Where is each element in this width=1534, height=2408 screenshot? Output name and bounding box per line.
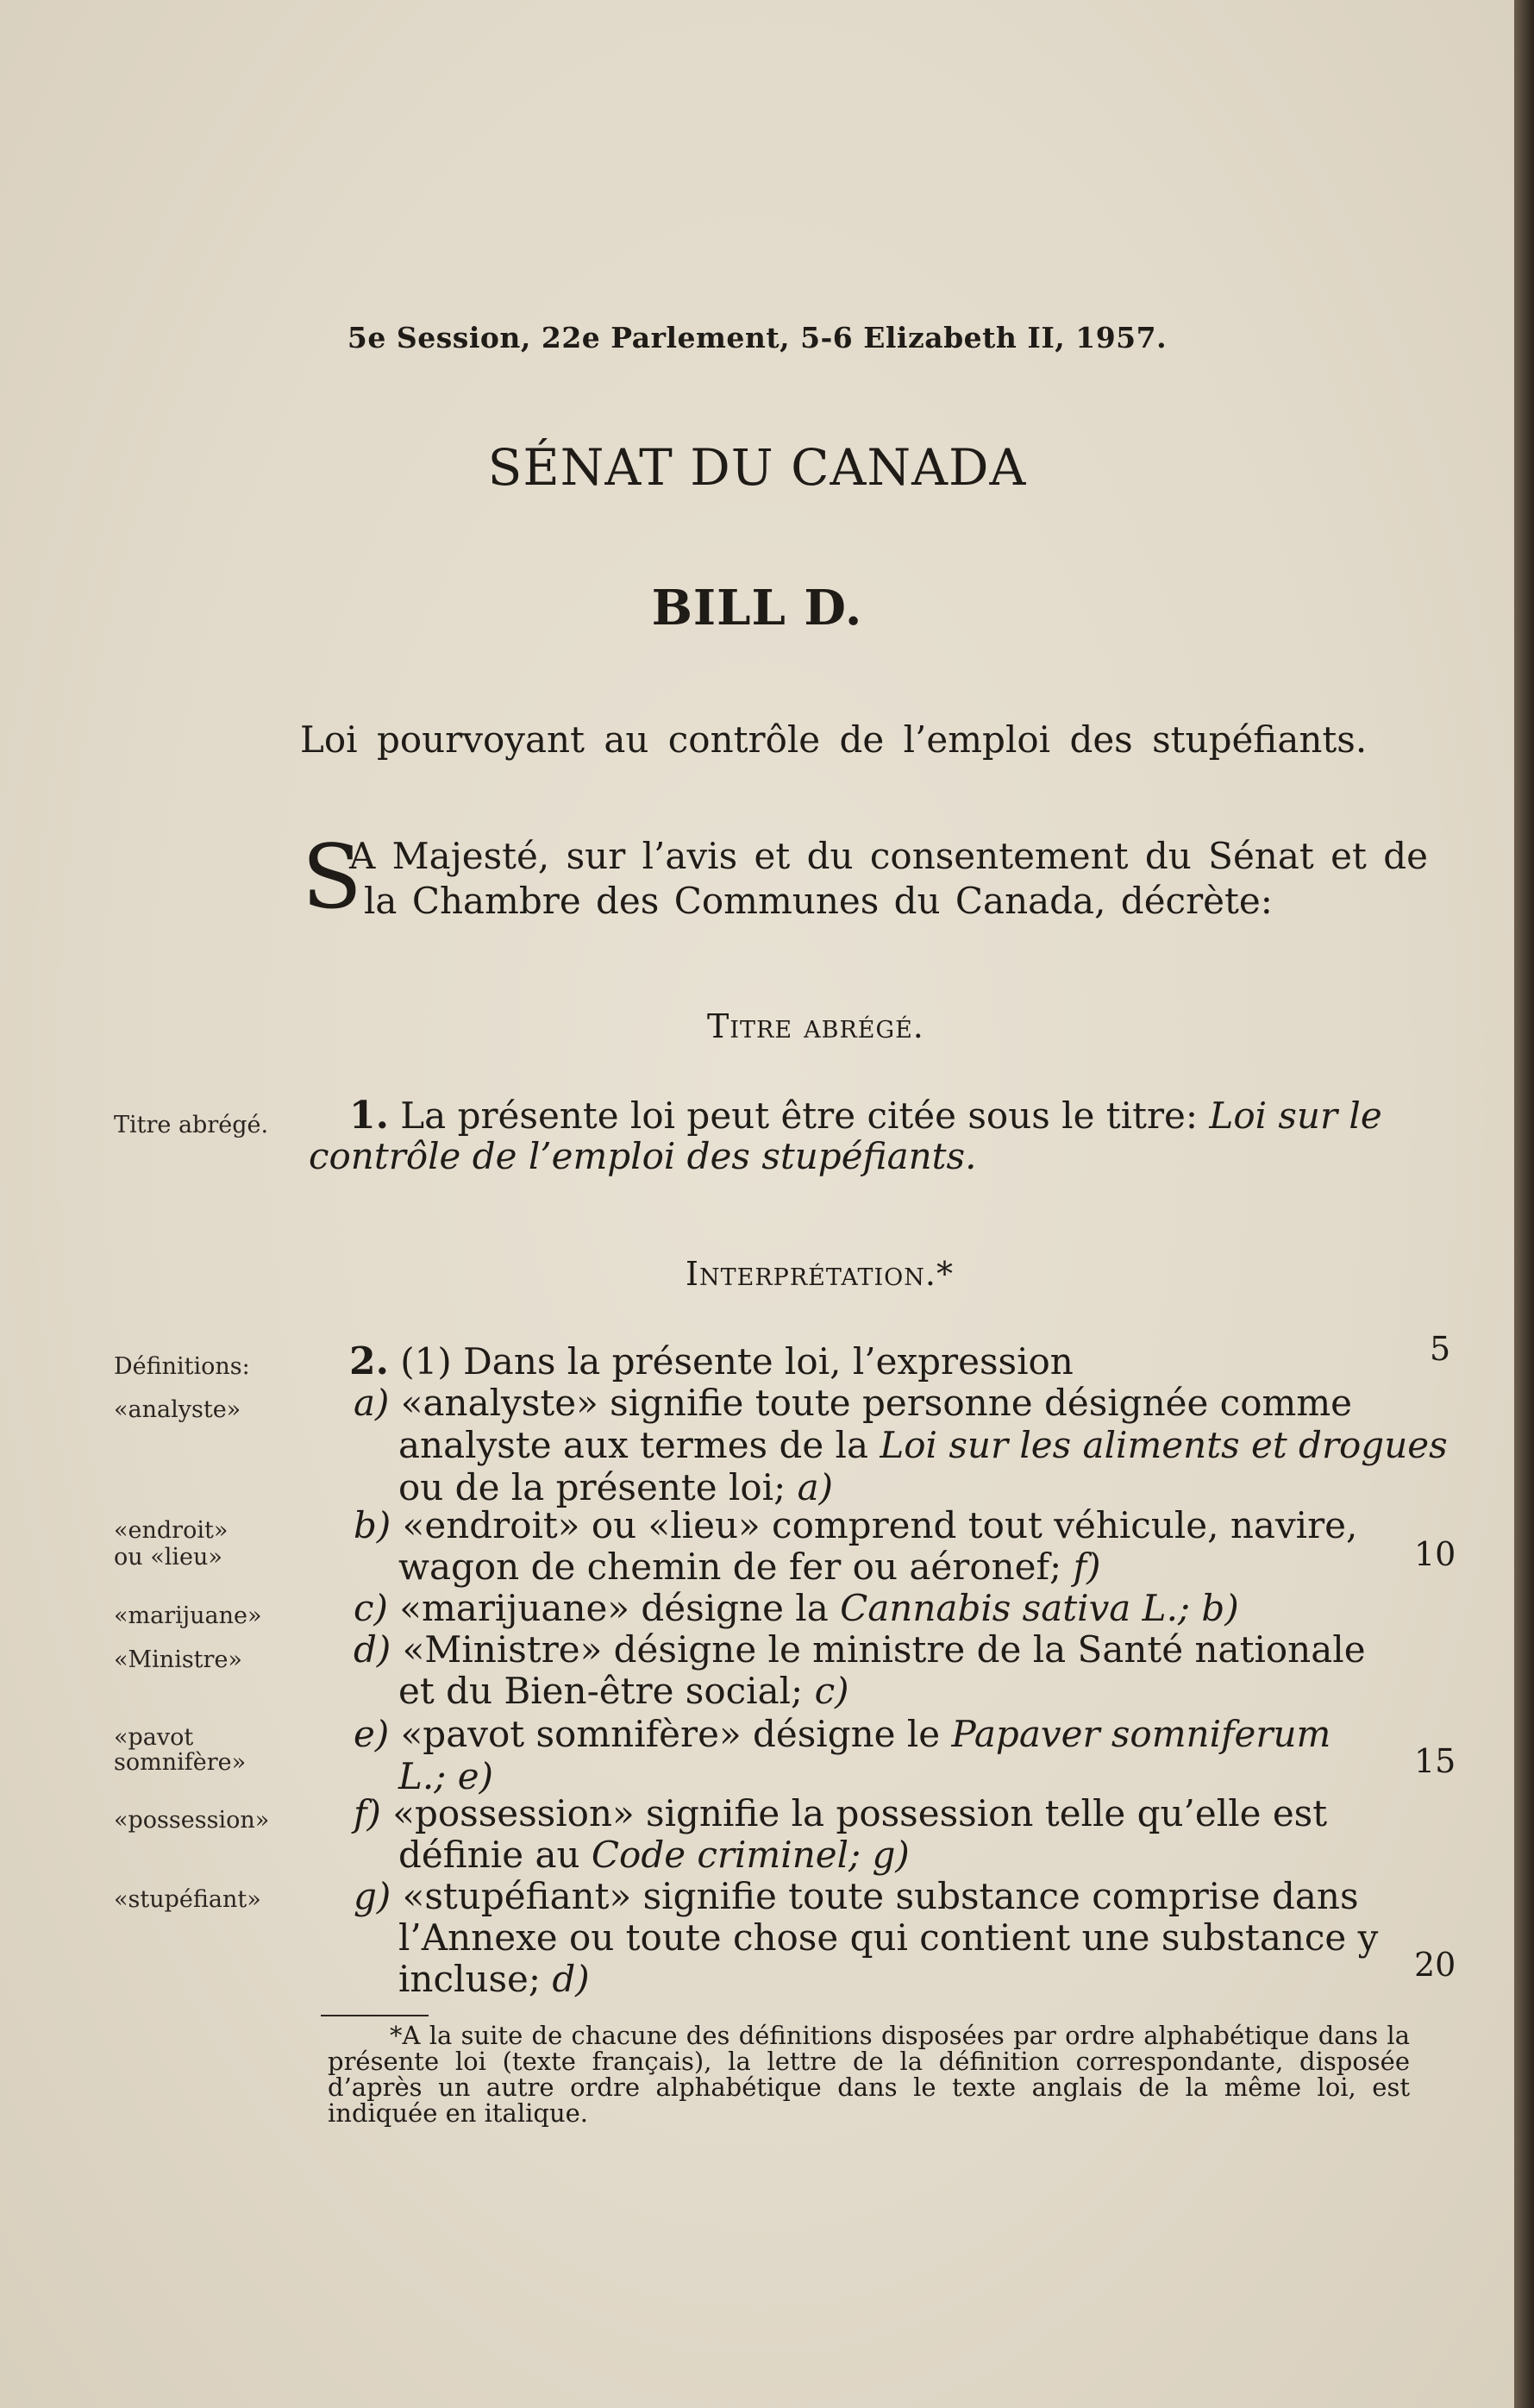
definition-d-line-1 (354, 1628, 1366, 1671)
session-line: 5e Session, 22e Parlement, 5-6 Elizabeth II, 1957. (347, 321, 1168, 354)
heading-interpretation: Interprétation.* (686, 1255, 954, 1293)
definition-b-text-2: wagon de chemin de fer ou aéronef; (398, 1546, 1074, 1588)
short-title-part-a: Loi sur le (1209, 1094, 1382, 1137)
margin-note-endroit: «endroit» (114, 1517, 229, 1544)
short-title-part-b: contrôle de l’emploi des stupéfiants. (309, 1135, 977, 1177)
cannabis-species-name: Cannabis sativa L.; b) (840, 1587, 1239, 1629)
definition-a-text-3: ou de la présente loi; (398, 1466, 798, 1508)
definition-c-text: «marijuane» désigne la (399, 1587, 841, 1629)
definition-f-line-2 (398, 1834, 910, 1876)
margin-note-stupefiant: «stupéfiant» (114, 1886, 261, 1913)
margin-note-analyste: «analyste» (114, 1396, 241, 1423)
heading-short-title: Titre abrégé. (707, 1007, 924, 1045)
definition-g-line-2: l’Annexe ou toute chose qui contient une substance y (398, 1916, 1379, 1959)
drop-cap: S (302, 826, 362, 929)
definition-b-text: «endroit» ou «lieu» comprend tout véhicule, navire, (402, 1504, 1358, 1546)
definition-e-line-2: L.; e) (398, 1755, 493, 1797)
definition-f-text: «possession» signifie la possession telle qu’elle est (392, 1792, 1328, 1834)
footnote: *A la suite de chacune des définitions disposées par ordre alphabétique dans la présente loi (texte français), la lettre de la définition correspondante, disposée d’après un autre ordre alphabétique dans le texte anglais de la même loi, est indiquée en italique. (328, 2021, 1410, 2128)
definition-d-label: d) (354, 1628, 391, 1671)
definition-g-label: g) (354, 1875, 391, 1917)
line-number-20: 20 (1414, 1946, 1456, 1984)
chamber-title: SÉNAT DU CANADA (487, 438, 1027, 497)
definition-a-label: a) (354, 1382, 390, 1424)
definition-g-line-1 (354, 1875, 1359, 1917)
long-title: Loi pourvoyant au contrôle de l’emploi des stupéfiants. (300, 718, 1368, 761)
enacting-line-1: A Majesté, sur l’avis et du consentement du Sénat et de (349, 835, 1428, 877)
definition-f-label: f) (354, 1792, 381, 1834)
definition-d-text-2: et du Bien-être social; (398, 1670, 815, 1712)
margin-note-pavot: «pavot (114, 1724, 194, 1751)
definition-g-text: «stupéfiant» signifie toute substance comprise dans (402, 1875, 1359, 1917)
section-2-number: 2. (349, 1339, 389, 1383)
definition-b-english-letter: f) (1073, 1546, 1101, 1588)
line-number-5: 5 (1430, 1330, 1451, 1368)
law-reference-food-drugs: Loi sur les aliments et drogues (880, 1424, 1448, 1466)
definition-a-text: «analyste» signifie toute personne désignée comme (400, 1382, 1352, 1424)
definition-e-line-1 (354, 1713, 1331, 1755)
line-number-15: 15 (1414, 1742, 1456, 1780)
definition-c-line-1 (354, 1587, 1239, 1629)
margin-note-possession: «possession» (114, 1807, 270, 1834)
definition-g-line-3 (398, 1958, 590, 2000)
enacting-line-2: la Chambre des Communes du Canada, décrète: (364, 880, 1273, 922)
definition-g-english-letter: d) (552, 1958, 590, 2000)
page-edge-shadow (1514, 0, 1534, 2408)
definition-f-line-1 (354, 1792, 1327, 1834)
margin-note-ministre: «Ministre» (114, 1646, 242, 1673)
definition-a-line-3 (398, 1466, 833, 1508)
margin-note-short-title: Titre abrégé. (114, 1112, 269, 1138)
definition-b-line-1 (354, 1504, 1357, 1546)
section-1-line-1 (349, 1094, 1382, 1138)
definition-e-text: «pavot somnifère» désigne le (400, 1713, 952, 1755)
section-2-intro (349, 1339, 1074, 1383)
definition-a-line-2 (398, 1424, 1448, 1466)
law-reference-criminal-code: Code criminel; g) (591, 1834, 910, 1876)
definition-d-line-2 (398, 1670, 848, 1712)
definition-f-text-2: définie au (398, 1834, 592, 1876)
definition-c-label: c) (354, 1587, 388, 1629)
definition-d-english-letter: c) (814, 1670, 849, 1712)
bill-title: BILL D. (651, 580, 863, 636)
definition-g-text-3: incluse; (398, 1958, 553, 2000)
margin-note-lieu: ou «lieu» (114, 1544, 222, 1571)
section-2-intro-text: (1) Dans la présente loi, l’expression (388, 1340, 1074, 1383)
definition-a-text-2: analyste aux termes de la (398, 1424, 880, 1466)
footnote-rule (321, 2015, 429, 2016)
definition-b-label: b) (354, 1504, 391, 1546)
definition-a-line-1 (354, 1382, 1352, 1424)
margin-note-somnifere: somnifère» (114, 1749, 247, 1776)
margin-note-definitions: Définitions: (114, 1353, 250, 1380)
line-number-10: 10 (1414, 1535, 1456, 1573)
definition-d-text: «Ministre» désigne le ministre de la Santé nationale (402, 1628, 1366, 1671)
section-1-number: 1. (349, 1094, 389, 1138)
definition-a-english-letter: a) (797, 1466, 834, 1508)
definition-b-line-2 (398, 1546, 1101, 1588)
section-1-text: La présente loi peut être citée sous le titre: (388, 1094, 1210, 1137)
margin-note-marijuane: «marijuane» (114, 1602, 262, 1629)
papaver-species-name: Papaver somniferum (951, 1713, 1331, 1755)
definition-e-label: e) (354, 1713, 390, 1755)
